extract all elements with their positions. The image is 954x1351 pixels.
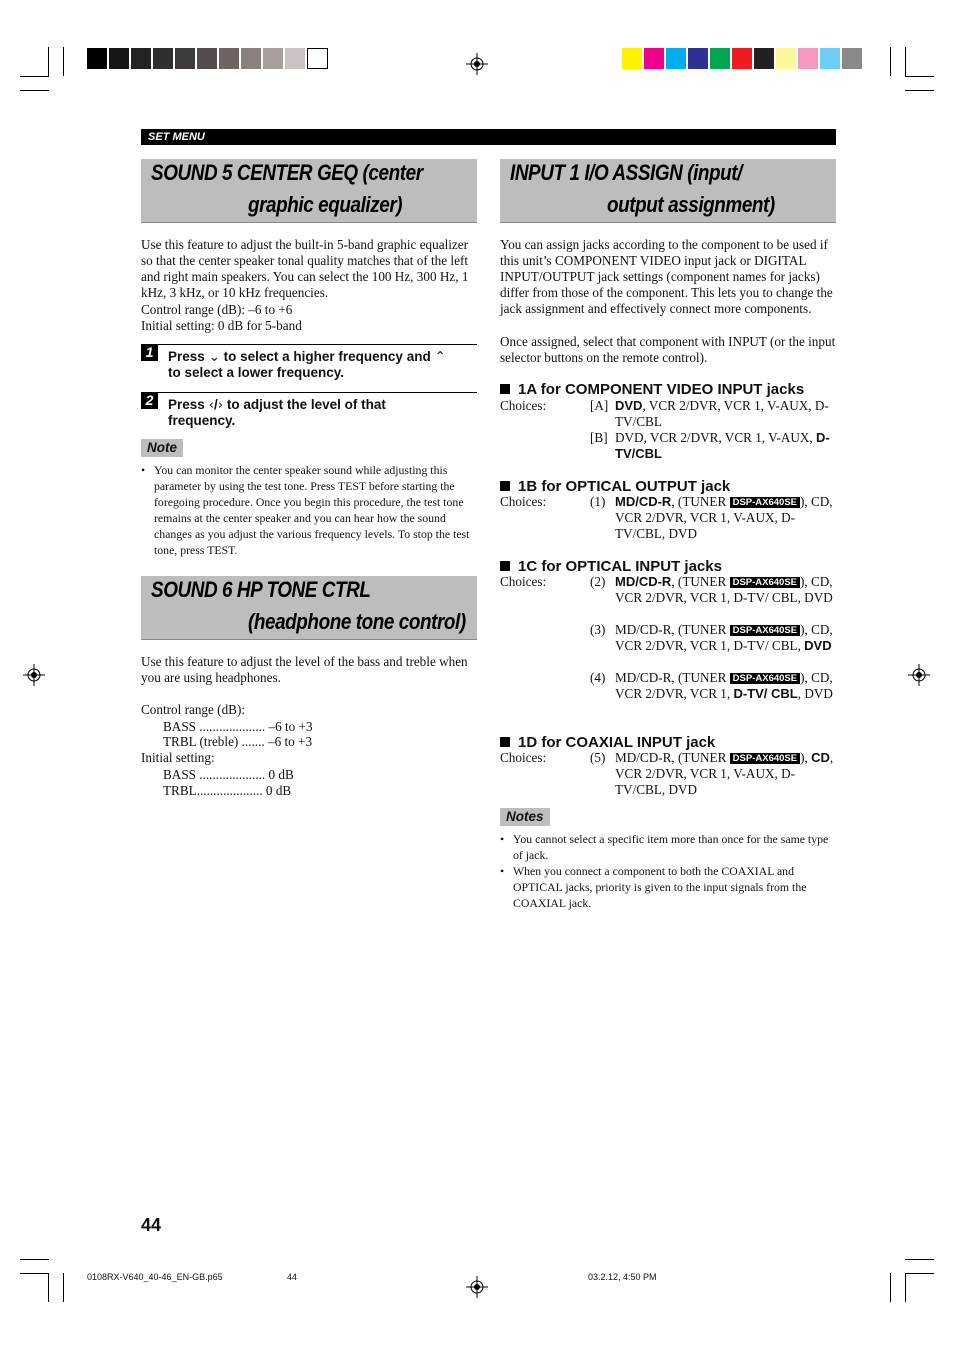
crop-mark: [63, 47, 64, 76]
gray-swatch: [87, 48, 108, 69]
sound6-intro: Use this feature to adjust the level of the bass and treble when you are using headphones.: [141, 654, 468, 685]
gray-swatch: [131, 48, 152, 69]
input1-intro: You can assign jacks according to the component to be used if this unit’s COMPONENT VIDEO input jack or DIGITAL INPUT/OUTPUT jack settings (component names for jacks) differ from those of the component. This lets you to change the jack assignment and effectively connect more components.: [500, 237, 833, 316]
note-item: • When you connect a component to both the COAXIAL and OPTICAL jacks, priority is given to the input signals from the COAXIAL jack.: [500, 863, 836, 911]
step-1-mid: to select a higher frequency and: [223, 349, 431, 364]
crop-mark: [20, 1273, 49, 1274]
sound5-title-box: [141, 159, 477, 223]
input1-intro2: Once assigned, select that component with INPUT (or the input selector buttons on the remote control).: [500, 334, 836, 365]
option-number: (2): [590, 574, 606, 589]
step-divider: [158, 392, 477, 393]
sound5-initial: Initial setting: 0 dB for 5-band: [141, 318, 302, 333]
gray-swatch: [219, 48, 240, 69]
step-1-number: 1: [141, 344, 158, 361]
sound6-range-label: Control range (dB):: [141, 702, 246, 717]
option-number: (4): [590, 670, 606, 685]
sound6-title-box: [141, 576, 477, 640]
heading-1c-text: 1C for OPTICAL INPUT jacks: [518, 558, 722, 575]
crop-mark: [890, 47, 891, 76]
sound5-range: Control range (dB): –6 to +6: [141, 302, 293, 317]
sound5-title-line2: graphic equalizer): [248, 192, 403, 217]
step-1-text: [168, 349, 478, 381]
sound6-initial-label: Initial setting:: [141, 750, 215, 765]
color-swatch: [710, 48, 731, 69]
option-number: [A]: [590, 398, 609, 413]
model-badge: DSP-AX640SE: [730, 577, 800, 588]
gray-swatch: [197, 48, 218, 69]
crop-mark: [20, 76, 49, 77]
chevron-down-icon: ⌄: [208, 349, 220, 365]
crop-mark: [905, 76, 934, 77]
sound5-title-line1: SOUND 5 CENTER GEQ (center: [151, 160, 423, 185]
heading-1d-text: 1D for COAXIAL INPUT jack: [518, 734, 716, 751]
gray-swatch: [307, 48, 328, 69]
step-divider: [158, 344, 477, 345]
crop-mark: [890, 1273, 891, 1302]
sound6-trbl-initial: TRBL.................... 0 dB: [163, 783, 292, 798]
choices-label: Choices:: [500, 398, 547, 413]
option-1c-2: MD/CD-R, (TUNER DSP-AX640SE ), CD, VCR 2/DVR, VCR 1, D-TV/ CBL, DVD: [615, 574, 833, 605]
crop-mark: [20, 90, 49, 91]
note-text: You cannot select a specific item more than once for the same type of jack.: [513, 832, 829, 862]
color-swatch: [732, 48, 753, 69]
registration-target-icon: [466, 1276, 488, 1298]
option-1b-1: MD/CD-R, (TUNER DSP-AX640SE ), CD, VCR 2/DVR, VCR 1, V-AUX, D-TV/CBL, DVD: [615, 494, 833, 541]
model-badge: DSP-AX640SE: [730, 673, 800, 684]
step-2-text: [168, 397, 478, 429]
section-header: SET MENU: [141, 129, 836, 145]
color-swatch: [842, 48, 863, 69]
registration-target-icon: [23, 664, 45, 686]
sound6-bass-range: BASS .................... –6 to +3: [163, 719, 313, 734]
gray-swatch: [153, 48, 174, 69]
input1-title-box: [500, 159, 836, 223]
color-swatch: [820, 48, 841, 69]
footer-page: 44: [287, 1272, 298, 1282]
model-badge: DSP-AX640SE: [730, 625, 800, 636]
step-2-end: frequency.: [168, 413, 236, 428]
color-swatch: [776, 48, 797, 69]
option-number: (5): [590, 750, 606, 765]
step-1-press: Press: [168, 349, 205, 364]
option-number: [B]: [590, 430, 608, 445]
crop-mark: [48, 47, 49, 76]
heading-1b: [500, 478, 730, 495]
color-swatch: [666, 48, 687, 69]
color-swatch: [688, 48, 709, 69]
step-2-slash: /: [213, 397, 218, 412]
sound5-intro: Use this feature to adjust the built-in 5-band graphic equalizer so that the center speaker tonal quality matches that of the left and right main speakers. You can select the 100 Hz, 300 Hz, 1 kHz, 3 kHz, or 10 kHz frequencies.: [141, 237, 469, 300]
gray-swatch: [263, 48, 284, 69]
note-item: • You cannot select a specific item more than once for the same type of jack.: [500, 831, 836, 863]
registration-target-icon: [466, 53, 488, 75]
gray-swatch: [241, 48, 262, 69]
input1-title-line1: INPUT 1 I/O ASSIGN (input/: [510, 160, 742, 185]
heading-1c: [500, 558, 722, 575]
step-2-mid: to adjust the level of that: [226, 397, 386, 412]
option-number: (1): [590, 494, 606, 509]
option-1c-4: MD/CD-R, (TUNER DSP-AX640SE ), CD, VCR 2/DVR, VCR 1, D-TV/ CBL, DVD: [615, 670, 833, 701]
heading-1d: [500, 734, 715, 751]
crop-mark: [905, 1259, 934, 1260]
sound6-bass-initial: BASS .................... 0 dB: [163, 767, 294, 782]
color-swatch: [622, 48, 643, 69]
registration-target-icon: [908, 664, 930, 686]
footer-date: 03.2.12, 4:50 PM: [588, 1272, 657, 1282]
crop-mark: [905, 1273, 906, 1302]
sound6-title-line1: SOUND 6 HP TONE CTRL: [151, 577, 371, 602]
gray-swatch: [109, 48, 130, 69]
option-1c-3: MD/CD-R, (TUNER DSP-AX640SE ), CD, VCR 2/DVR, VCR 1, D-TV/ CBL, DVD: [615, 622, 833, 653]
color-swatch: [644, 48, 665, 69]
option-1a-a: DVD, VCR 2/DVR, VCR 1, V-AUX, D-TV/CBL: [615, 398, 829, 429]
color-swatch: [798, 48, 819, 69]
model-badge: DSP-AX640SE: [730, 497, 800, 508]
crop-mark: [905, 1273, 934, 1274]
crop-mark: [63, 1273, 64, 1302]
choices-label: Choices:: [500, 750, 547, 765]
crop-mark: [48, 1273, 49, 1302]
step-1-end: to select a lower frequency.: [168, 365, 345, 380]
sound6-title-line2: (headphone tone control): [248, 609, 466, 634]
note-item: • You can monitor the center speaker sound while adjusting this parameter by using the test tone. Press TEST before starting the foregoing procedure. Once you begin this procedure, the test tone remains at the center speaker and you can hear how the sound changes as you adjust the various frequency levels. To stop the test tone, press TEST.: [141, 462, 477, 558]
heading-1a-text: 1A for COMPONENT VIDEO INPUT jacks: [518, 381, 805, 398]
page-number: 44: [141, 1215, 162, 1235]
chevron-right-icon: ›: [217, 397, 224, 413]
gray-swatch: [285, 48, 306, 69]
note-text: When you connect a component to both the COAXIAL and OPTICAL jacks, priority is given to the input signals from the COAXIAL jack.: [513, 864, 807, 910]
crop-mark: [905, 90, 934, 91]
note-label: Note: [141, 439, 183, 457]
model-badge: DSP-AX640SE: [730, 753, 800, 764]
footer-file: 0108RX-V640_40-46_EN-GB.p65: [87, 1272, 223, 1282]
note-text: You can monitor the center speaker sound while adjusting this parameter by using the test tone. Press TEST before starting the foregoing procedure. Once you begin this procedure, the test tone remains at the center speaker and you can hear how the sound changes as you adjust the various frequency levels. To stop the test tone, press TEST.: [154, 463, 470, 557]
option-1a-b: DVD, VCR 2/DVR, VCR 1, V-AUX, D-TV/CBL: [615, 430, 830, 461]
crop-mark: [905, 47, 906, 76]
color-swatch: [754, 48, 775, 69]
heading-1b-text: 1B for OPTICAL OUTPUT jack: [518, 478, 731, 495]
sound6-trbl-range: TRBL (treble) ....... –6 to +3: [163, 734, 313, 749]
option-number: (3): [590, 622, 606, 637]
option-1d-5: MD/CD-R, (TUNER DSP-AX640SE ), CD, VCR 2/DVR, VCR 1, V-AUX, D-TV/CBL, DVD: [615, 750, 834, 797]
choices-label: Choices:: [500, 574, 547, 589]
choices-label: Choices:: [500, 494, 547, 509]
gray-swatch: [175, 48, 196, 69]
notes-label: Notes: [500, 808, 550, 826]
step-2-press: Press: [168, 397, 205, 412]
step-2-number: 2: [141, 392, 158, 409]
crop-mark: [20, 1259, 49, 1260]
chevron-left-icon: ‹: [208, 397, 214, 413]
heading-1a: [500, 381, 804, 398]
input1-title-line2: output assignment): [607, 192, 775, 217]
chevron-up-icon: ⌃: [434, 349, 446, 365]
